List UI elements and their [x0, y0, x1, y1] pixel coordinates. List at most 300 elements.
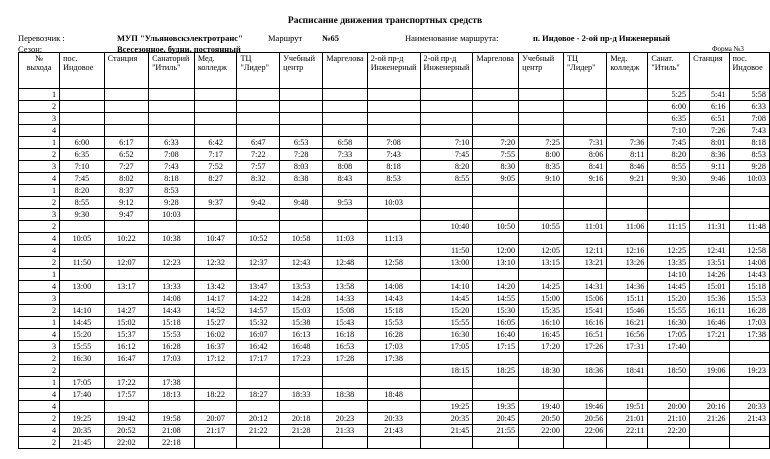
time-cell [473, 233, 519, 245]
time-cell [237, 437, 280, 449]
time-cell: 8:18 [729, 137, 769, 149]
season-label: Сезон: [18, 44, 43, 54]
vehicle-number-cell: 4 [19, 401, 60, 413]
time-cell [194, 401, 237, 413]
column-header: Станция [690, 53, 729, 89]
time-cell: 8:41 [563, 161, 606, 173]
time-cell [563, 233, 606, 245]
time-cell [420, 437, 473, 449]
time-cell [607, 197, 648, 209]
time-cell: 16:21 [607, 317, 648, 329]
vehicle-number-cell: 4 [19, 281, 60, 293]
time-cell [690, 185, 729, 197]
time-cell: 16:30 [648, 317, 690, 329]
time-cell: 18:48 [367, 389, 420, 401]
time-cell [563, 185, 606, 197]
time-cell [367, 365, 420, 377]
time-cell [237, 401, 280, 413]
time-cell: 14:10 [60, 305, 105, 317]
time-cell [729, 233, 769, 245]
time-cell [729, 185, 769, 197]
time-cell: 6:42 [194, 137, 237, 149]
route-label: Маршрут [268, 33, 303, 43]
time-cell: 11:50 [420, 245, 473, 257]
time-cell: 15:36 [690, 293, 729, 305]
time-cell: 15:38 [280, 317, 323, 329]
time-cell [367, 89, 420, 101]
time-cell [420, 125, 473, 137]
time-cell: 13:17 [104, 281, 148, 293]
time-cell: 17:40 [60, 389, 105, 401]
time-cell: 16:40 [473, 329, 519, 341]
vehicle-number-cell: 2 [19, 221, 60, 233]
time-cell [367, 125, 420, 137]
time-cell: 14:10 [420, 281, 473, 293]
time-cell: 16:46 [690, 317, 729, 329]
time-cell: 7:43 [729, 125, 769, 137]
time-cell: 17:05 [648, 329, 690, 341]
time-cell: 6:00 [60, 137, 105, 149]
time-cell: 6:58 [323, 137, 367, 149]
time-cell: 8:55 [420, 173, 473, 185]
time-cell [237, 113, 280, 125]
time-cell [648, 233, 690, 245]
time-cell: 17:38 [149, 377, 195, 389]
time-cell: 20:23 [323, 413, 367, 425]
vehicle-number-cell: 1 [19, 269, 60, 281]
time-cell [60, 269, 105, 281]
time-cell [420, 101, 473, 113]
time-cell [237, 365, 280, 377]
time-cell: 9:21 [607, 173, 648, 185]
time-cell: 8:20 [648, 149, 690, 161]
form-number: Форма №3 [712, 45, 744, 53]
time-cell: 10:03 [367, 197, 420, 209]
time-cell: 15:30 [473, 305, 519, 317]
time-cell: 7:55 [473, 149, 519, 161]
time-cell [607, 233, 648, 245]
time-cell: 8:20 [60, 185, 105, 197]
time-cell: 13:10 [473, 257, 519, 269]
time-cell [323, 401, 367, 413]
time-cell: 8:53 [149, 185, 195, 197]
time-cell: 9:16 [563, 173, 606, 185]
time-cell [563, 437, 606, 449]
time-cell [648, 353, 690, 365]
time-cell: 19:42 [104, 413, 148, 425]
vehicle-number-cell: 2 [19, 101, 60, 113]
time-cell: 15:43 [323, 317, 367, 329]
vehicle-number-cell: 2 [19, 437, 60, 449]
time-cell: 19:25 [420, 401, 473, 413]
time-cell: 7:43 [149, 161, 195, 173]
time-cell [60, 89, 105, 101]
time-cell [149, 89, 195, 101]
time-cell: 13:21 [563, 257, 606, 269]
time-cell: 20:12 [237, 413, 280, 425]
time-cell [194, 377, 237, 389]
time-cell: 13:53 [280, 281, 323, 293]
time-cell [194, 101, 237, 113]
time-cell [690, 233, 729, 245]
time-cell [563, 89, 606, 101]
table-row [19, 125, 770, 137]
time-cell: 15:08 [323, 305, 367, 317]
time-cell: 8:18 [149, 173, 195, 185]
time-cell: 21:43 [729, 413, 769, 425]
time-cell: 16:05 [473, 317, 519, 329]
time-cell: 21:43 [367, 425, 420, 437]
time-cell: 16:45 [519, 329, 564, 341]
time-cell: 7:08 [149, 149, 195, 161]
time-cell: 19:46 [563, 401, 606, 413]
time-cell [237, 377, 280, 389]
time-cell [149, 221, 195, 233]
time-cell: 6:53 [280, 137, 323, 149]
time-cell [607, 113, 648, 125]
time-cell [519, 353, 564, 365]
time-cell: 7:45 [648, 137, 690, 149]
time-cell [729, 377, 769, 389]
time-cell: 17:05 [420, 341, 473, 353]
table-row [19, 245, 770, 257]
vehicle-number-cell: 3 [19, 113, 60, 125]
column-header: № выхода [19, 53, 60, 89]
time-cell [473, 389, 519, 401]
time-cell: 13:00 [60, 281, 105, 293]
time-cell [519, 197, 564, 209]
time-cell: 15:01 [690, 281, 729, 293]
time-cell: 8:03 [280, 161, 323, 173]
time-cell [194, 365, 237, 377]
time-cell: 20:07 [194, 413, 237, 425]
time-cell: 14:31 [563, 281, 606, 293]
time-cell [607, 125, 648, 137]
time-cell [237, 89, 280, 101]
column-header: Мед. колледж [607, 53, 648, 89]
time-cell: 11:15 [648, 221, 690, 233]
time-cell: 17:23 [280, 353, 323, 365]
time-cell [280, 125, 323, 137]
time-cell [280, 89, 323, 101]
column-header: Учебный центр [519, 53, 564, 89]
time-cell: 11:48 [729, 221, 769, 233]
time-cell [104, 269, 148, 281]
time-cell: 9:05 [473, 173, 519, 185]
time-cell [473, 437, 519, 449]
time-cell [420, 185, 473, 197]
table-row [19, 197, 770, 209]
time-cell [729, 197, 769, 209]
time-cell: 13:15 [519, 257, 564, 269]
time-cell: 10:52 [237, 233, 280, 245]
time-cell: 7:25 [519, 137, 564, 149]
time-cell [473, 101, 519, 113]
time-cell [473, 209, 519, 221]
vehicle-number-cell: 4 [19, 389, 60, 401]
time-cell: 6:16 [690, 101, 729, 113]
time-cell [149, 365, 195, 377]
time-cell: 16:16 [563, 317, 606, 329]
time-cell: 18:38 [323, 389, 367, 401]
table-row [19, 425, 770, 437]
table-row [19, 209, 770, 221]
time-cell [729, 437, 769, 449]
time-cell [519, 113, 564, 125]
time-cell: 20:35 [420, 413, 473, 425]
time-cell [607, 437, 648, 449]
time-cell [323, 437, 367, 449]
time-cell: 6:17 [104, 137, 148, 149]
time-cell: 7:52 [194, 161, 237, 173]
time-cell: 21:26 [690, 413, 729, 425]
time-cell: 8:02 [104, 173, 148, 185]
time-cell: 15:53 [729, 293, 769, 305]
time-cell [690, 377, 729, 389]
time-cell: 10:58 [280, 233, 323, 245]
time-cell [519, 233, 564, 245]
vehicle-number-cell: 4 [19, 245, 60, 257]
time-cell: 16:28 [729, 305, 769, 317]
time-cell: 16:10 [519, 317, 564, 329]
time-cell: 22:18 [149, 437, 195, 449]
table-row [19, 161, 770, 173]
time-cell [729, 209, 769, 221]
time-cell [367, 401, 420, 413]
time-cell: 17:26 [563, 341, 606, 353]
time-cell [194, 269, 237, 281]
time-cell [280, 221, 323, 233]
vehicle-number-cell: 1 [19, 137, 60, 149]
time-cell [420, 353, 473, 365]
time-cell [237, 125, 280, 137]
time-cell [237, 269, 280, 281]
time-cell [563, 125, 606, 137]
table-row [19, 389, 770, 401]
column-header: пос. Индовое [60, 53, 105, 89]
time-cell: 22:20 [648, 425, 690, 437]
time-cell: 20:35 [60, 425, 105, 437]
time-cell [729, 425, 769, 437]
time-cell: 9:30 [648, 173, 690, 185]
time-cell: 13:35 [648, 257, 690, 269]
time-cell: 6:35 [60, 149, 105, 161]
table-row [19, 329, 770, 341]
time-cell [367, 245, 420, 257]
table-row [19, 353, 770, 365]
time-cell: 8:46 [607, 161, 648, 173]
time-cell [473, 125, 519, 137]
time-cell [690, 197, 729, 209]
time-cell [280, 245, 323, 257]
time-cell: 13:33 [149, 281, 195, 293]
time-cell [280, 365, 323, 377]
time-cell: 17:21 [690, 329, 729, 341]
time-cell: 21:22 [237, 425, 280, 437]
time-cell: 14:43 [729, 269, 769, 281]
time-cell: 22:11 [607, 425, 648, 437]
time-cell: 8:53 [367, 173, 420, 185]
time-cell: 15:11 [607, 293, 648, 305]
time-cell [60, 101, 105, 113]
time-cell: 21:10 [648, 413, 690, 425]
time-cell [648, 185, 690, 197]
time-cell: 15:20 [648, 293, 690, 305]
time-cell [149, 125, 195, 137]
time-cell [648, 437, 690, 449]
column-header: Маргелова [473, 53, 519, 89]
vehicle-number-cell: 4 [19, 329, 60, 341]
time-cell: 20:33 [367, 413, 420, 425]
time-cell: 8:27 [194, 173, 237, 185]
time-cell [607, 209, 648, 221]
time-cell: 14:45 [60, 317, 105, 329]
time-cell: 5:58 [729, 89, 769, 101]
time-cell [648, 209, 690, 221]
time-cell: 16:30 [60, 353, 105, 365]
time-cell: 9:11 [690, 161, 729, 173]
table-row [19, 413, 770, 425]
time-cell: 6:47 [237, 137, 280, 149]
time-cell: 22:00 [519, 425, 564, 437]
time-cell [104, 293, 148, 305]
time-cell: 19:58 [149, 413, 195, 425]
time-cell: 10:05 [60, 233, 105, 245]
time-cell [690, 437, 729, 449]
time-cell [149, 113, 195, 125]
time-cell [648, 377, 690, 389]
vehicle-number-cell: 4 [19, 233, 60, 245]
time-cell: 9:42 [237, 197, 280, 209]
column-header: Санат. "Итиль" [648, 53, 690, 89]
time-cell: 16:13 [280, 329, 323, 341]
time-cell: 15:18 [149, 317, 195, 329]
time-cell [729, 341, 769, 353]
time-cell: 18:15 [420, 365, 473, 377]
time-cell: 15:20 [60, 329, 105, 341]
table-row [19, 281, 770, 293]
time-cell: 14:20 [473, 281, 519, 293]
time-cell: 12:07 [104, 257, 148, 269]
time-cell: 9:53 [323, 197, 367, 209]
time-cell: 8:37 [104, 185, 148, 197]
time-cell: 16:48 [280, 341, 323, 353]
time-cell [519, 89, 564, 101]
time-cell [420, 209, 473, 221]
time-cell: 18:41 [607, 365, 648, 377]
time-cell: 7:45 [420, 149, 473, 161]
time-cell: 7:20 [473, 137, 519, 149]
time-cell: 7:33 [323, 149, 367, 161]
time-cell: 9:28 [729, 161, 769, 173]
time-cell: 16:47 [104, 353, 148, 365]
time-cell: 20:16 [690, 401, 729, 413]
time-cell: 14:43 [367, 293, 420, 305]
time-cell: 17:03 [149, 353, 195, 365]
vehicle-number-cell: 2 [19, 305, 60, 317]
time-cell [104, 125, 148, 137]
time-cell: 6:35 [648, 113, 690, 125]
route-name: п. Индовое - 2-ой пр-д Инженерный [533, 33, 671, 43]
time-cell: 20:50 [519, 413, 564, 425]
time-cell: 21:45 [60, 437, 105, 449]
time-cell: 13:47 [237, 281, 280, 293]
time-cell [420, 89, 473, 101]
time-cell: 5:25 [648, 89, 690, 101]
time-cell: 13:51 [690, 257, 729, 269]
time-cell: 21:08 [149, 425, 195, 437]
time-cell [420, 233, 473, 245]
time-cell: 7:43 [367, 149, 420, 161]
column-header: пос. Индовое [729, 53, 769, 89]
time-cell: 7:27 [104, 161, 148, 173]
time-cell [420, 377, 473, 389]
time-cell: 12:00 [473, 245, 519, 257]
time-cell: 8:53 [729, 149, 769, 161]
vehicle-number-cell: 4 [19, 173, 60, 185]
time-cell: 18:30 [519, 365, 564, 377]
time-cell [323, 113, 367, 125]
time-cell: 15:03 [280, 305, 323, 317]
time-cell: 13:26 [607, 257, 648, 269]
time-cell [104, 101, 148, 113]
column-header: 2-ой пр-д Инженерный [420, 53, 473, 89]
time-cell [519, 125, 564, 137]
time-cell: 15:18 [729, 281, 769, 293]
time-cell: 12:41 [690, 245, 729, 257]
time-cell: 18:22 [194, 389, 237, 401]
time-cell [60, 401, 105, 413]
time-cell [104, 401, 148, 413]
column-header: ТЦ "Лидер" [237, 53, 280, 89]
time-cell: 8:08 [323, 161, 367, 173]
time-cell: 12:23 [149, 257, 195, 269]
time-cell [519, 209, 564, 221]
time-cell: 19:51 [607, 401, 648, 413]
time-cell: 7:10 [648, 125, 690, 137]
time-cell: 16:12 [104, 341, 148, 353]
column-header: Маргелова [323, 53, 367, 89]
time-cell: 16:11 [690, 305, 729, 317]
time-cell: 14:08 [367, 281, 420, 293]
time-cell: 21:33 [323, 425, 367, 437]
table-row [19, 293, 770, 305]
time-cell: 20:33 [729, 401, 769, 413]
time-cell: 8:06 [563, 149, 606, 161]
carrier-label: Перевозчик : [18, 33, 65, 43]
time-cell: 7:31 [563, 137, 606, 149]
time-cell: 19:40 [519, 401, 564, 413]
time-cell: 14:57 [237, 305, 280, 317]
vehicle-number-cell: 2 [19, 413, 60, 425]
time-cell [237, 101, 280, 113]
time-cell: 6:51 [690, 113, 729, 125]
time-cell: 20:18 [280, 413, 323, 425]
time-cell [194, 185, 237, 197]
time-cell: 9:12 [104, 197, 148, 209]
time-cell: 14:17 [194, 293, 237, 305]
time-cell: 14:52 [194, 305, 237, 317]
table-row [19, 341, 770, 353]
time-cell: 16:28 [149, 341, 195, 353]
vehicle-number-cell: 2 [19, 365, 60, 377]
time-cell [519, 101, 564, 113]
time-cell [104, 245, 148, 257]
time-cell: 14:10 [648, 269, 690, 281]
time-cell: 6:33 [729, 101, 769, 113]
time-cell: 5:41 [690, 89, 729, 101]
time-cell [280, 101, 323, 113]
